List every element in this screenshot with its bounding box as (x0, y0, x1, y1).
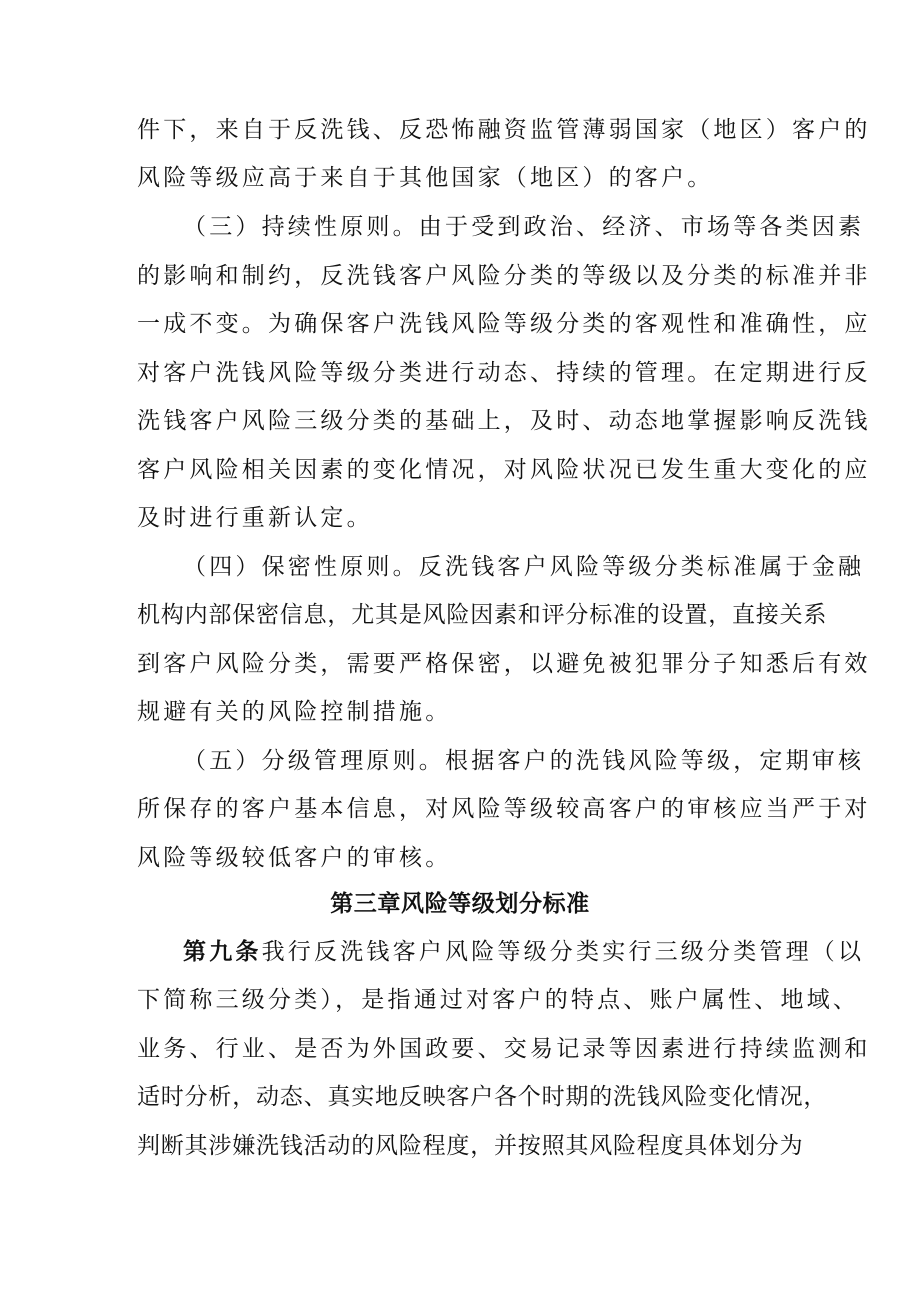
paragraph-line: 风险等级较低客户的审核。 (137, 845, 452, 871)
paragraph-line: 风险等级应高于来自于其他国家（地区）的客户。 (137, 165, 714, 191)
paragraph-line: 一成不变。为确保客户洗钱风险等级分类的客观性和准确性，应 (137, 311, 871, 337)
paragraph-line: 对客户洗钱风险等级分类进行动态、持续的管理。在定期进行反 (137, 360, 871, 386)
paragraph-line: 的影响和制约，反洗钱客户风险分类的等级以及分类的标准并非 (137, 263, 871, 289)
paragraph-line: 适时分析，动态、真实地反映客户各个时期的洗钱风险变化情况， (137, 1084, 828, 1110)
paragraph-line: 所保存的客户基本信息，对风险等级较高客户的审核应当严于对 (137, 796, 871, 822)
chapter-heading: 第三章风险等级划分标准 (330, 891, 590, 917)
article-first-line (183, 928, 865, 976)
paragraph-line: 规避有关的风险控制措施。 (137, 699, 452, 725)
article-text: 我行反洗钱客户风险等级分类实行三级分类管理（以 (261, 939, 865, 965)
paragraph-line: 判断其涉嫌洗钱活动的风险程度，并按照其风险程度具体划分为 (137, 1133, 804, 1159)
paragraph-line: 业务、行业、是否为外国政要、交易记录等因素进行持续监测和 (137, 1036, 871, 1062)
paragraph-line: （五）分级管理原则。根据客户的洗钱风险等级，定期审核 (183, 748, 865, 774)
paragraph-line: 件下，来自于反洗钱、反恐怖融资监管薄弱国家（地区）客户的 (137, 117, 871, 143)
article-number: 第九条 (183, 939, 262, 965)
paragraph-line: （三）持续性原则。由于受到政治、经济、市场等各类因素 (183, 214, 865, 240)
paragraph-line: 客户风险相关因素的变化情况，对风险状况已发生重大变化的应 (137, 457, 871, 483)
paragraph-line: 机构内部保密信息，尤其是风险因素和评分标准的设置，直接关系 (137, 602, 828, 628)
paragraph-line: 下简称三级分类），是指通过对客户的特点、账户属性、地域、 (137, 987, 860, 1013)
paragraph-line: 洗钱客户风险三级分类的基础上，及时、动态地掌握影响反洗钱 (137, 408, 871, 434)
paragraph-line: 及时进行重新认定。 (137, 505, 373, 531)
paragraph-line: 到客户风险分类，需要严格保密，以避免被犯罪分子知悉后有效 (137, 651, 871, 677)
paragraph-line: （四）保密性原则。反洗钱客户风险等级分类标准属于金融 (183, 554, 865, 580)
